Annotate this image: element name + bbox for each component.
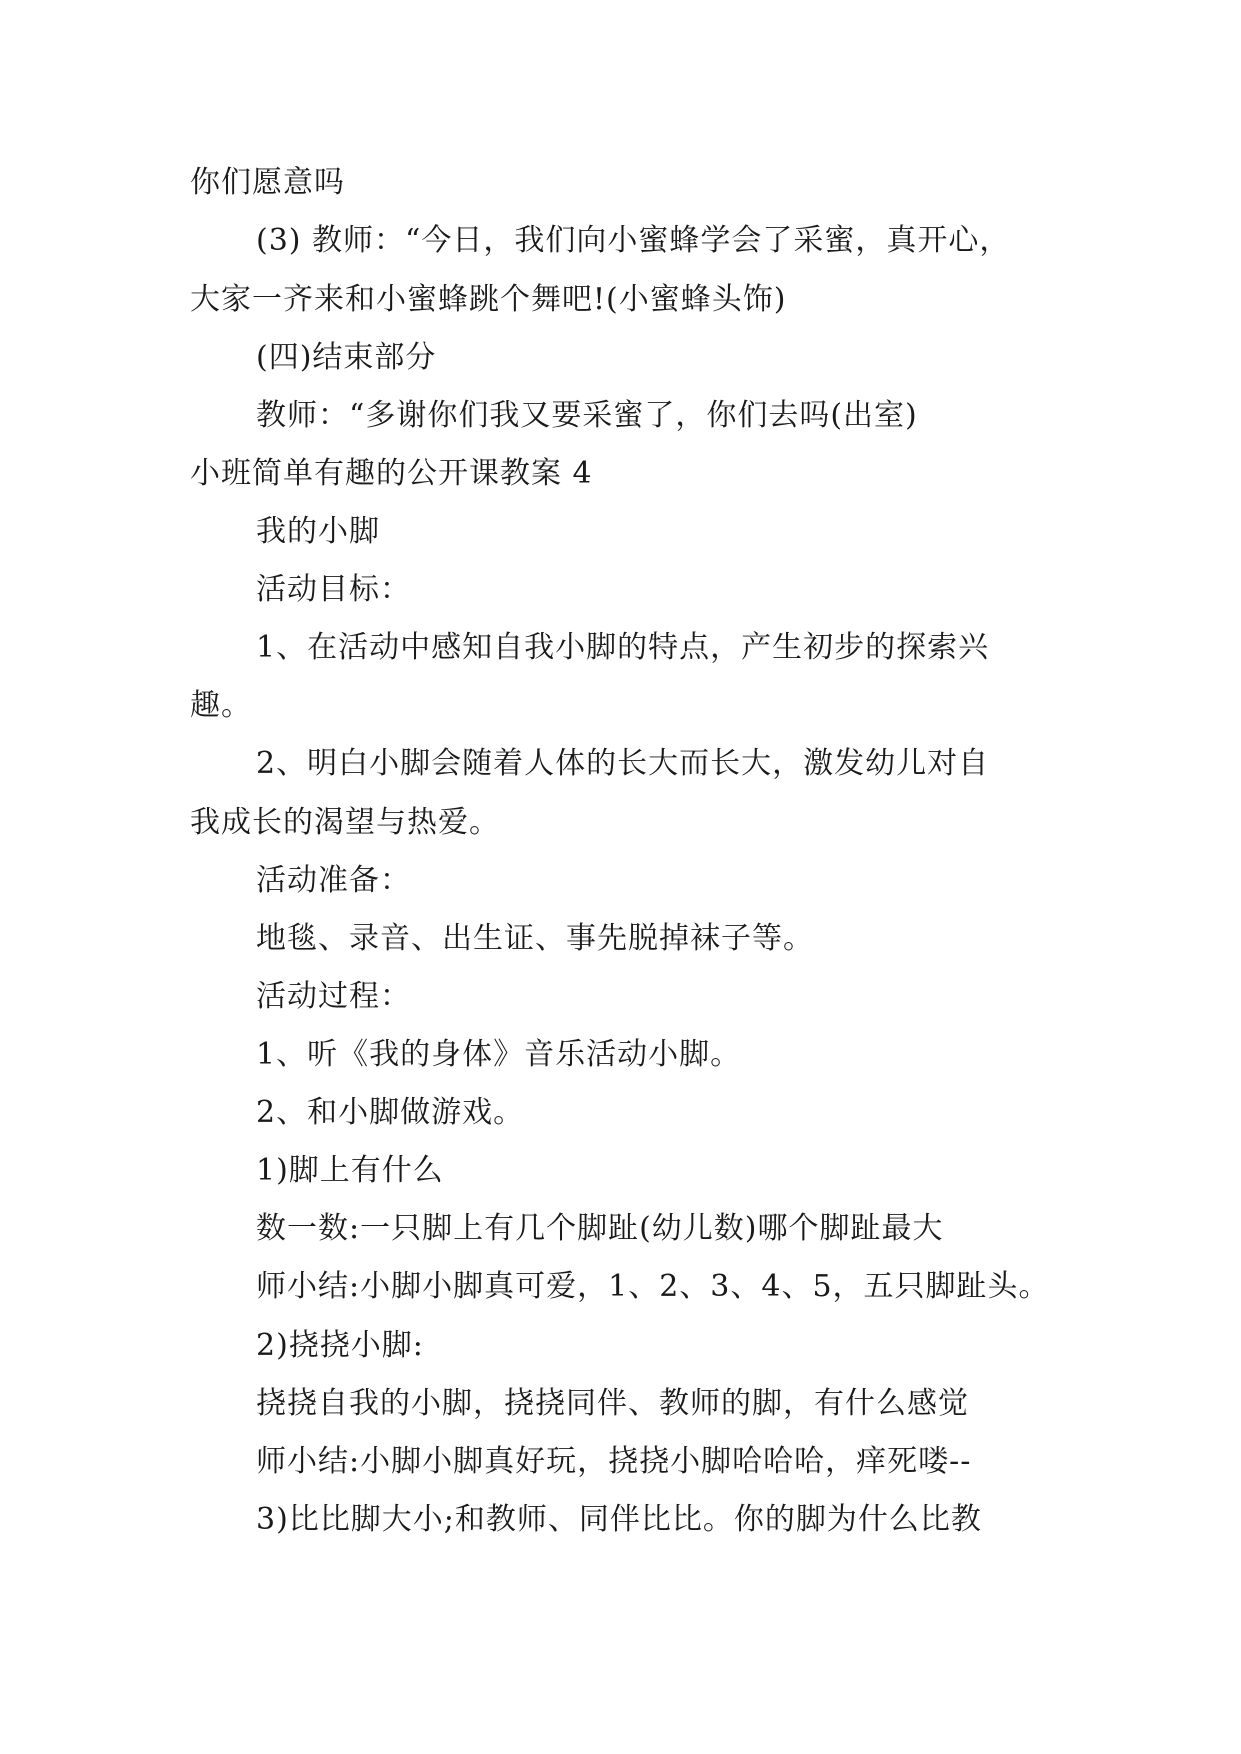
text-line: 1、在活动中感知自我小脚的特点，产生初步的探索兴 (256, 630, 990, 665)
text-line: 我成长的渴望与热爱。 (190, 805, 500, 840)
section-heading: (四)结束部分 (256, 340, 437, 375)
lesson-subtitle: 我的小脚 (256, 514, 380, 549)
text-line: 1)脚上有什么 (256, 1153, 444, 1188)
text-line: 1、听《我的身体》音乐活动小脚。 (256, 1037, 742, 1072)
text-line: 师小结:小脚小脚真可爱，1、2、3、4、5，五只脚趾头。 (256, 1269, 1050, 1304)
text-line: 2、明白小脚会随着人体的长大而长大，激发幼儿对自 (256, 746, 990, 781)
text-line: 你们愿意吗 (190, 165, 345, 200)
lesson-title: 小班简单有趣的公开课教案 4 (190, 456, 593, 491)
text-line: 趣。 (190, 688, 252, 723)
text-line: 2、和小脚做游戏。 (256, 1095, 525, 1130)
section-heading: 活动准备： (256, 863, 411, 898)
text-line: 大家一齐来和小蜜蜂跳个舞吧!(小蜜蜂头饰) (190, 282, 787, 317)
text-line: 师小结:小脚小脚真好玩，挠挠小脚哈哈哈，痒死喽-- (256, 1444, 972, 1479)
text-line: 数一数:一只脚上有几个脚趾(幼儿数)哪个脚趾最大 (256, 1211, 944, 1246)
text-line: 挠挠自我的小脚，挠挠同伴、教师的脚，有什么感觉 (256, 1386, 969, 1421)
text-line: 2)挠挠小脚: (256, 1328, 424, 1363)
section-heading: 活动目标： (256, 572, 411, 607)
text-line: (3) 教师：“今日，我们向小蜜蜂学会了采蜜，真开心， (256, 223, 1011, 258)
text-line: 3)比比脚大小;和教师、同伴比比。你的脚为什么比教 (256, 1502, 982, 1537)
text-line: 教师：“多谢你们我又要采蜜了，你们去吗(出室) (256, 398, 918, 433)
text-line: 地毯、录音、出生证、事先脱掉袜子等。 (256, 921, 814, 956)
section-heading: 活动过程： (256, 979, 411, 1014)
